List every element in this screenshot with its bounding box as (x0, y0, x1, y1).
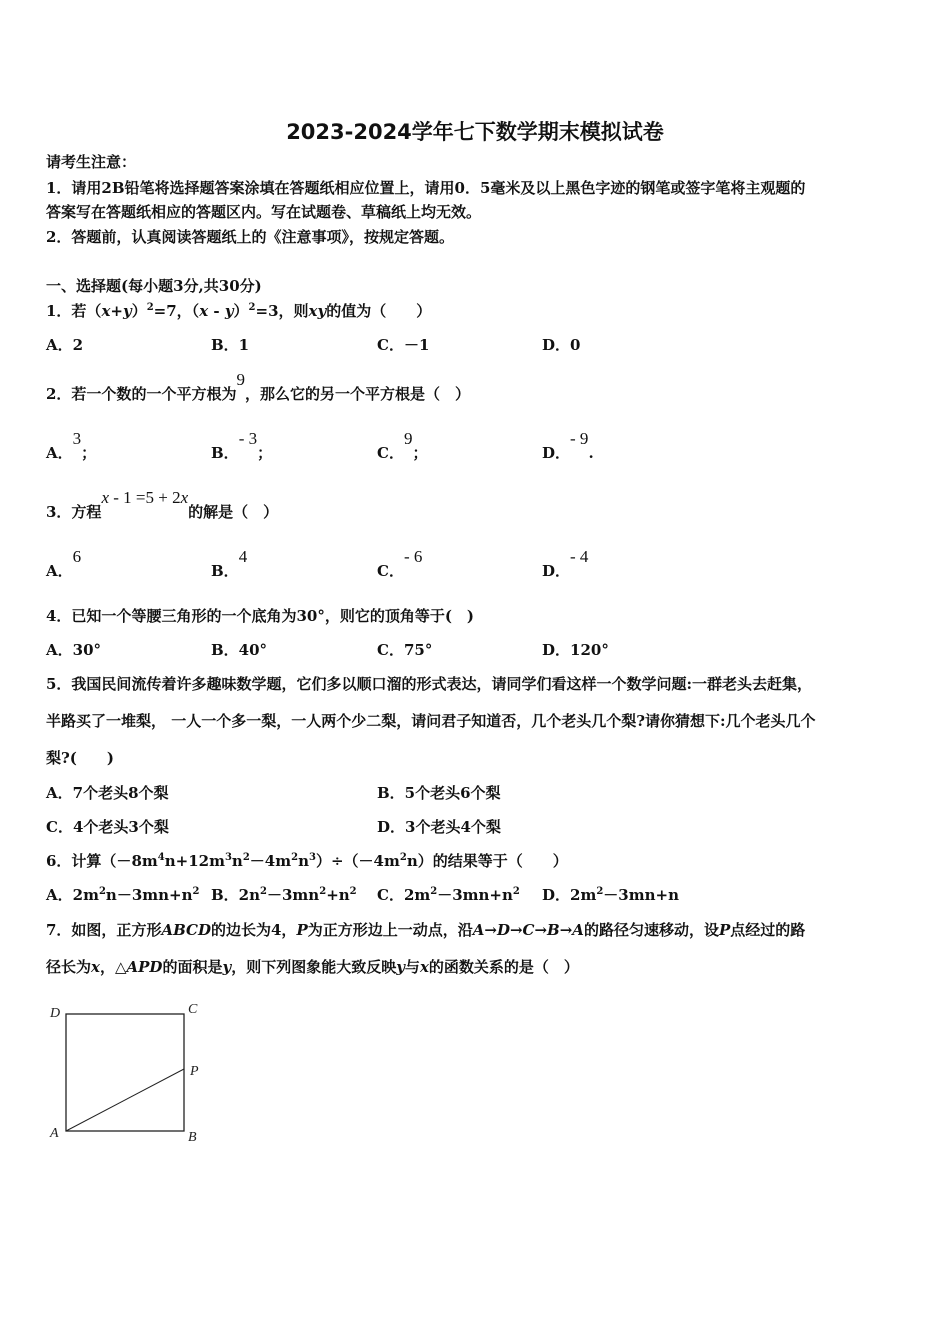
question-7-line-1: 7．如图，正方形ABCD的边长为4，P为正方形边上一动点，沿A→D→C→B→A的路径匀速移动，设P点经过的路 (46, 921, 806, 939)
section-heading: 一、选择题(每小题3分,共30分) (46, 277, 262, 295)
q2-option-c: C．9； (377, 429, 428, 462)
q3-option-a: A．6 (46, 547, 82, 580)
square-figure (40, 995, 220, 1150)
q1-option-d: D．0 (542, 336, 581, 354)
q4-option-d: D．120° (542, 641, 609, 659)
question-5-line-1: 5．我国民间流传着许多趣味数学题，它们多以顺口溜的形式表达，请同学们看这样一个数学问题:一群老头去赶集， (46, 675, 812, 693)
notice-heading: 请考生注意： (46, 153, 137, 171)
q3-option-d: D．- 4 (542, 547, 589, 580)
q1-option-c: C．－1 (377, 336, 430, 354)
question-1-stem: 1．若$(x+y)^2=7$，（x - y）$^2$=3，则xy的值为（ ） (46, 302, 432, 320)
question-6-stem: 6．计算$(-8m^4n+12m^3n^2-4m^2n^3)\div(-4m^2n)$的结果等于（ ） (46, 852, 568, 870)
square-abcd (66, 1014, 184, 1131)
q4-option-b: B．40° (211, 641, 268, 659)
q6-option-a: A．$2m^2n-3mn+n^2$ (46, 886, 200, 904)
q5-option-d: D．3个老头4个梨 (377, 818, 501, 836)
label-p: P (190, 1064, 199, 1079)
label-d: D (50, 1006, 61, 1021)
q6-option-d: D．$2m^2-3mn+n$ (542, 886, 679, 904)
label-b: B (188, 1130, 197, 1145)
q1-option-a: A．2 (46, 336, 84, 354)
q4-option-a: A．30° (46, 641, 102, 659)
q5-option-c: C．4个老头3个梨 (46, 818, 169, 836)
q2-option-b: B．- 3； (211, 429, 273, 462)
q2-option-a: A．3； (46, 429, 97, 462)
q1-option-b: B．1 (211, 336, 250, 354)
q5-option-b: B．5个老头6个梨 (377, 784, 501, 802)
question-2-stem: 2．若一个数的一个平方根为9，那么它的另一个平方根是（ ） (46, 370, 470, 403)
q6-option-b: B．$2n^2-3mn^2+n^2$ (211, 886, 357, 904)
question-5-line-2: 半路买了一堆梨， 一人一个多一梨，一人两个少二梨，请问君子知道否，几个老头几个梨?请你猜想下:几个老头几个 (46, 712, 816, 730)
question-4-stem: 4．已知一个等腰三角形的一个底角为30°，则它的顶角等于( ) (46, 607, 475, 625)
notice-line-1: 1．请用2B铅笔将选择题答案涂填在答题纸相应位置上，请用0．5毫米及以上黑色字迹的钢笔或签字笔将主观题的 (46, 179, 806, 197)
label-c: C (188, 1002, 198, 1017)
page-title: 2023-2024学年七下数学期末模拟试卷 (286, 120, 664, 144)
q5-option-a: A．7个老头8个梨 (46, 784, 169, 802)
q6-option-c: C．$2m^2-3mn+n^2$ (377, 886, 520, 904)
question-7-line-2: 径长为x，△APD的面积是y，则下列图象能大致反映y与x的函数关系的是（ ） (46, 958, 579, 976)
question-3-stem: 3．方程x - 1 =5 + 2x的解是（ ） (46, 488, 279, 521)
q3-option-b: B．4 (211, 547, 248, 580)
notice-line-3: 2．答题前，认真阅读答题纸上的《注意事项》，按规定答题。 (46, 228, 454, 246)
segment-ap (66, 1069, 184, 1131)
q3-option-c: C．- 6 (377, 547, 423, 580)
label-a: A (50, 1126, 59, 1141)
question-5-line-3: 梨?( ) (46, 749, 114, 767)
q2-option-d: D．- 9. (542, 429, 594, 462)
q4-option-c: C．75° (377, 641, 433, 659)
notice-line-2: 答案写在答题纸相应的答题区内。写在试题卷、草稿纸上均无效。 (46, 203, 482, 221)
